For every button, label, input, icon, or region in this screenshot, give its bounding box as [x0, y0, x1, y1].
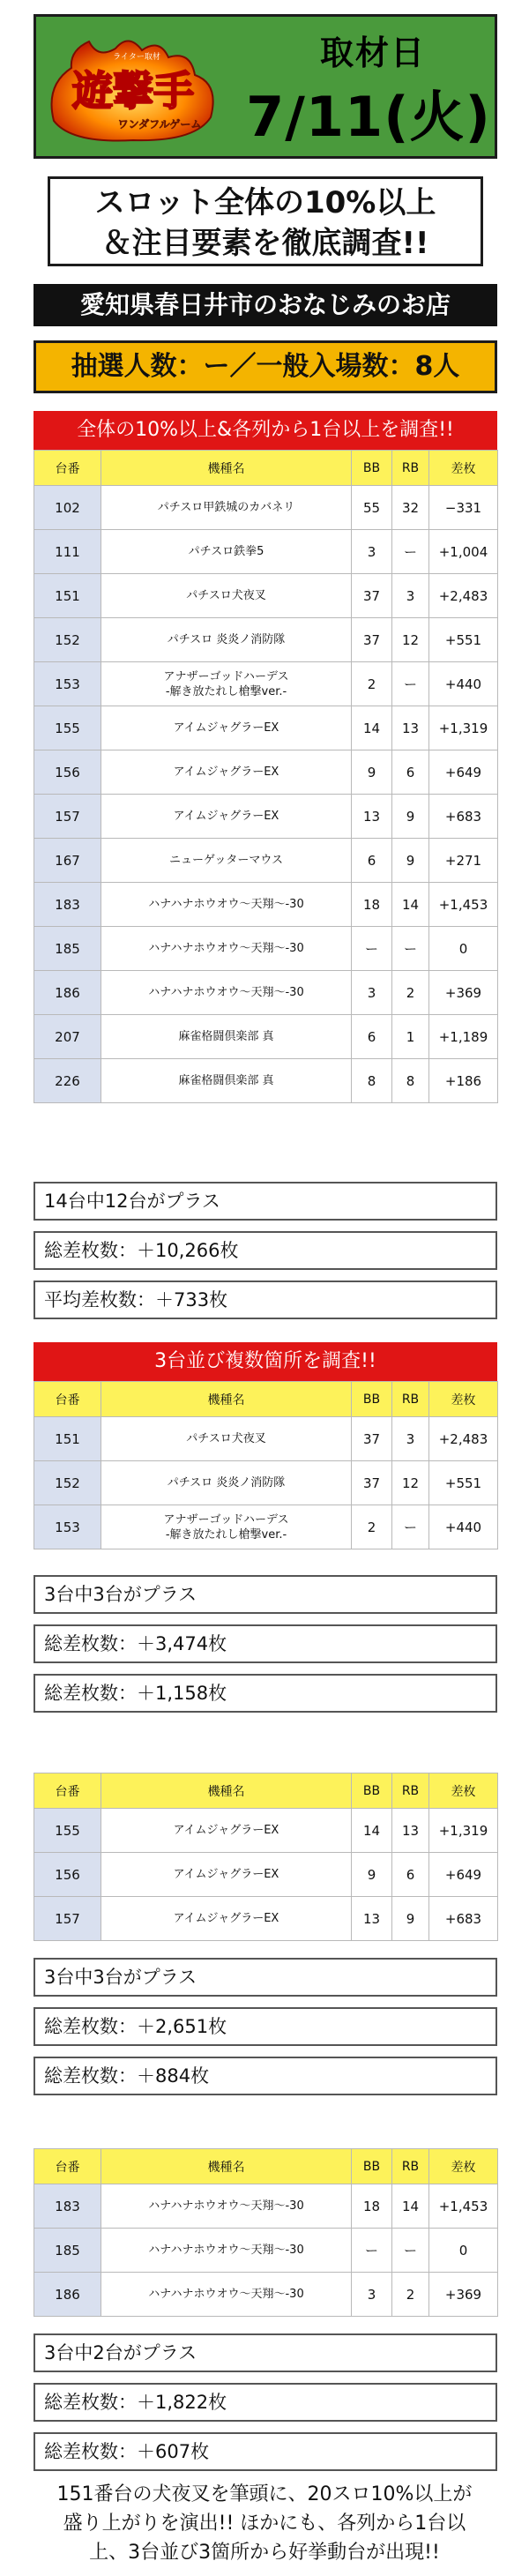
regular-bonus-cell: 6 — [392, 1853, 429, 1897]
machine-number-cell: 186 — [34, 971, 101, 1015]
date-value: 7/11(火) — [246, 85, 491, 149]
closing-line3: 上、3台並び3箇所から好挙動台が出現!! — [89, 2542, 440, 2564]
machine-number-cell: 207 — [34, 1015, 101, 1059]
col-header-no: 台番 — [34, 1773, 101, 1809]
section2-summary-average: 総差枚数：＋1,158枚 — [34, 1674, 497, 1713]
section2-rows — [34, 1417, 498, 1549]
table-row — [34, 1417, 498, 1461]
machine-name-cell: アイムジャグラーEX — [101, 706, 352, 750]
col-header-rb: RB — [392, 1382, 429, 1417]
logo-main-text: 遊撃手 — [72, 67, 194, 115]
headline-line2: ＆注目要素を徹底調査!! — [101, 226, 429, 261]
table-row — [34, 795, 498, 839]
col-header-rb: RB — [392, 451, 429, 486]
coin-difference-cell: +649 — [429, 750, 498, 795]
big-bonus-cell: 14 — [352, 706, 392, 750]
col-header-bb: BB — [352, 451, 392, 486]
machine-name-line1: アナザーゴッドハーデス — [163, 1512, 289, 1527]
col-header-name: 機種名 — [101, 1773, 352, 1809]
big-bonus-cell: 6 — [352, 839, 392, 883]
regular-bonus-cell: 9 — [392, 839, 429, 883]
coin-difference-cell: +1,453 — [429, 2184, 498, 2229]
regular-bonus-cell: 3 — [392, 574, 429, 618]
section4-summary-total: 総差枚数：＋1,822枚 — [34, 2383, 497, 2422]
table-row — [34, 706, 498, 750]
closing-line1: 151番台の犬夜叉を筆頭に、20スロ10%以上が — [56, 2483, 473, 2505]
yugekishu-logo — [45, 33, 221, 146]
coin-difference-cell: +1,453 — [429, 883, 498, 927]
coin-difference-cell: 0 — [429, 2229, 498, 2273]
machine-number-cell: 226 — [34, 1059, 101, 1103]
col-header-diff: 差枚 — [429, 1382, 498, 1417]
table-header-row — [34, 1773, 498, 1809]
machine-number-cell: 186 — [34, 2273, 101, 2317]
big-bonus-cell: 18 — [352, 883, 392, 927]
coin-difference-cell: +649 — [429, 1853, 498, 1897]
big-bonus-cell: 6 — [352, 1015, 392, 1059]
big-bonus-cell: 13 — [352, 795, 392, 839]
machine-name-cell — [101, 662, 352, 706]
table-row — [34, 2184, 498, 2229]
table-row — [34, 1505, 498, 1549]
regular-bonus-cell: 13 — [392, 1809, 429, 1853]
machine-name-cell: アイムジャグラーEX — [101, 1809, 352, 1853]
table-row — [34, 750, 498, 795]
col-header-rb: RB — [392, 2149, 429, 2184]
machine-name-cell: パチスロ甲鉄城のカバネリ — [101, 486, 352, 530]
coin-difference-cell: +683 — [429, 795, 498, 839]
coin-difference-cell: +2,483 — [429, 1417, 498, 1461]
machine-number-cell: 153 — [34, 1505, 101, 1549]
coin-difference-cell: −331 — [429, 486, 498, 530]
section3-table — [34, 1773, 498, 1941]
machine-name-line2: -解き放たれし槍撃ver.- — [165, 1527, 287, 1542]
coin-difference-cell: +369 — [429, 971, 498, 1015]
machine-name-cell: アイムジャグラーEX — [101, 750, 352, 795]
section3-summary-average: 総差枚数：＋884枚 — [34, 2057, 497, 2095]
section2-summary-total: 総差枚数：＋3,474枚 — [34, 1624, 497, 1663]
big-bonus-cell: 3 — [352, 530, 392, 574]
table-row — [34, 927, 498, 971]
big-bonus-cell: 37 — [352, 1417, 392, 1461]
section3-summary-total: 総差枚数：＋2,651枚 — [34, 2007, 497, 2046]
col-header-no: 台番 — [34, 1382, 101, 1417]
big-bonus-cell: 13 — [352, 1897, 392, 1941]
col-header-no: 台番 — [34, 451, 101, 486]
section1-summary-average: 平均差枚数：＋733枚 — [34, 1281, 497, 1319]
header-banner — [34, 14, 497, 159]
table-row — [34, 574, 498, 618]
closing-text — [37, 2480, 492, 2567]
section3-summary-plus: 3台中3台がプラス — [34, 1958, 497, 1997]
coin-difference-cell: +1,189 — [429, 1015, 498, 1059]
machine-number-cell: 152 — [34, 618, 101, 662]
machine-number-cell: 183 — [34, 883, 101, 927]
table-row — [34, 839, 498, 883]
machine-name-cell: 麻雀格闘倶楽部 真 — [101, 1015, 352, 1059]
section1-summary-total: 総差枚数：＋10,266枚 — [34, 1231, 497, 1270]
machine-name-cell: アイムジャグラーEX — [101, 1853, 352, 1897]
table-header-row — [34, 451, 498, 486]
regular-bonus-cell: 9 — [392, 795, 429, 839]
section4-summary-plus: 3台中2台がプラス — [34, 2333, 497, 2372]
machine-number-cell: 151 — [34, 574, 101, 618]
big-bonus-cell: 3 — [352, 2273, 392, 2317]
regular-bonus-cell: 3 — [392, 1417, 429, 1461]
machine-name-cell: ハナハナホウオウ〜天翔〜-30 — [101, 883, 352, 927]
coin-difference-cell: +440 — [429, 1505, 498, 1549]
closing-line2: 盛り上がりを演出!! ほかにも、各列から1台以 — [63, 2513, 466, 2535]
machine-number-cell: 167 — [34, 839, 101, 883]
machine-number-cell: 151 — [34, 1417, 101, 1461]
machine-number-cell: 102 — [34, 486, 101, 530]
coin-difference-cell: +271 — [429, 839, 498, 883]
table-row — [34, 618, 498, 662]
table-header-row — [34, 2149, 498, 2184]
coin-difference-cell: +1,319 — [429, 706, 498, 750]
table-row — [34, 1059, 498, 1103]
machine-number-cell: 155 — [34, 1809, 101, 1853]
big-bonus-cell: ー — [352, 927, 392, 971]
machine-name-cell: パチスロ犬夜叉 — [101, 1417, 352, 1461]
coin-difference-cell: +683 — [429, 1897, 498, 1941]
machine-name-cell: アイムジャグラーEX — [101, 795, 352, 839]
regular-bonus-cell: ー — [392, 530, 429, 574]
logo-top-text: ライター取材 — [113, 53, 160, 62]
coin-difference-cell: +369 — [429, 2273, 498, 2317]
regular-bonus-cell: 12 — [392, 618, 429, 662]
regular-bonus-cell: ー — [392, 927, 429, 971]
machine-number-cell: 111 — [34, 530, 101, 574]
machine-name-cell: パチスロ 炎炎ノ消防隊 — [101, 1461, 352, 1505]
section4-summary-average: 総差枚数：＋607枚 — [34, 2432, 497, 2471]
machine-number-cell: 183 — [34, 2184, 101, 2229]
regular-bonus-cell: ー — [392, 2229, 429, 2273]
col-header-name: 機種名 — [101, 451, 352, 486]
coin-difference-cell: +2,483 — [429, 574, 498, 618]
col-header-rb: RB — [392, 1773, 429, 1809]
machine-name-cell: パチスロ鉄拳5 — [101, 530, 352, 574]
machine-name-cell: ハナハナホウオウ〜天翔〜-30 — [101, 2184, 352, 2229]
big-bonus-cell: 14 — [352, 1809, 392, 1853]
headline-box — [48, 176, 483, 266]
regular-bonus-cell: 9 — [392, 1897, 429, 1941]
section4-table — [34, 2148, 498, 2317]
machine-number-cell: 157 — [34, 795, 101, 839]
big-bonus-cell: 37 — [352, 1461, 392, 1505]
big-bonus-cell: 3 — [352, 971, 392, 1015]
date-label: 取材日 — [319, 34, 426, 72]
store-bar: 愛知県春日井市のおなじみのお店 — [34, 284, 497, 326]
machine-name-cell: ハナハナホウオウ〜天翔〜-30 — [101, 2229, 352, 2273]
regular-bonus-cell: ー — [392, 1505, 429, 1549]
section2-summary-plus: 3台中3台がプラス — [34, 1575, 497, 1614]
section1-summary-plus: 14台中12台がプラス — [34, 1182, 497, 1221]
machine-name-cell: パチスロ犬夜叉 — [101, 574, 352, 618]
big-bonus-cell: ー — [352, 2229, 392, 2273]
machine-name-line1: アナザーゴッドハーデス — [163, 669, 289, 683]
big-bonus-cell: 9 — [352, 750, 392, 795]
regular-bonus-cell: 13 — [392, 706, 429, 750]
table-row — [34, 1897, 498, 1941]
table-header-row — [34, 1382, 498, 1417]
machine-number-cell: 157 — [34, 1897, 101, 1941]
table-row — [34, 2273, 498, 2317]
big-bonus-cell: 18 — [352, 2184, 392, 2229]
col-header-bb: BB — [352, 2149, 392, 2184]
col-header-name: 機種名 — [101, 1382, 352, 1417]
entry-count-bar: 抽選人数：ー／一般入場数：8人 — [34, 340, 497, 393]
table-row — [34, 971, 498, 1015]
table-row — [34, 1015, 498, 1059]
coin-difference-cell: +440 — [429, 662, 498, 706]
big-bonus-cell: 9 — [352, 1853, 392, 1897]
coin-difference-cell: +1,004 — [429, 530, 498, 574]
col-header-bb: BB — [352, 1382, 392, 1417]
big-bonus-cell: 2 — [352, 1505, 392, 1549]
machine-number-cell: 156 — [34, 1853, 101, 1897]
machine-number-cell: 185 — [34, 2229, 101, 2273]
table-row — [34, 1853, 498, 1897]
logo-sub-text: ワンダフルゲーム — [117, 118, 202, 131]
table-row — [34, 662, 498, 706]
machine-name-cell: ハナハナホウオウ〜天翔〜-30 — [101, 2273, 352, 2317]
machine-name-cell: ハナハナホウオウ〜天翔〜-30 — [101, 971, 352, 1015]
coin-difference-cell: +186 — [429, 1059, 498, 1103]
big-bonus-cell: 8 — [352, 1059, 392, 1103]
headline-line1: スロット全体の10%以上 — [94, 185, 436, 220]
machine-name-cell: アイムジャグラーEX — [101, 1897, 352, 1941]
machine-number-cell: 152 — [34, 1461, 101, 1505]
table-row — [34, 530, 498, 574]
col-header-diff: 差枚 — [429, 2149, 498, 2184]
table-row — [34, 883, 498, 927]
section1-table — [34, 450, 498, 1103]
regular-bonus-cell: 14 — [392, 2184, 429, 2229]
col-header-diff: 差枚 — [429, 451, 498, 486]
coin-difference-cell: +551 — [429, 1461, 498, 1505]
regular-bonus-cell: 6 — [392, 750, 429, 795]
col-header-bb: BB — [352, 1773, 392, 1809]
regular-bonus-cell: 14 — [392, 883, 429, 927]
table-row — [34, 486, 498, 530]
regular-bonus-cell: 2 — [392, 2273, 429, 2317]
machine-name-cell: ニューゲッターマウス — [101, 839, 352, 883]
section1-title: 全体の10%以上&各列から1台以上を調査!! — [34, 411, 497, 450]
col-header-diff: 差枚 — [429, 1773, 498, 1809]
regular-bonus-cell: 32 — [392, 486, 429, 530]
machine-number-cell: 185 — [34, 927, 101, 971]
machine-number-cell: 153 — [34, 662, 101, 706]
machine-name-line2: -解き放たれし槍撃ver.- — [165, 684, 287, 698]
regular-bonus-cell: ー — [392, 662, 429, 706]
regular-bonus-cell: 8 — [392, 1059, 429, 1103]
machine-name-cell: 麻雀格闘倶楽部 真 — [101, 1059, 352, 1103]
section2-table — [34, 1381, 498, 1549]
big-bonus-cell: 37 — [352, 618, 392, 662]
regular-bonus-cell: 2 — [392, 971, 429, 1015]
coin-difference-cell: +1,319 — [429, 1809, 498, 1853]
col-header-name: 機種名 — [101, 2149, 352, 2184]
table-row — [34, 2229, 498, 2273]
big-bonus-cell: 55 — [352, 486, 392, 530]
table-row — [34, 1461, 498, 1505]
regular-bonus-cell: 12 — [392, 1461, 429, 1505]
coin-difference-cell: 0 — [429, 927, 498, 971]
section3-rows — [34, 1809, 498, 1941]
machine-number-cell: 156 — [34, 750, 101, 795]
section1-rows — [34, 486, 498, 1103]
coin-difference-cell: +551 — [429, 618, 498, 662]
machine-number-cell: 155 — [34, 706, 101, 750]
table-row — [34, 1809, 498, 1853]
machine-name-cell: ハナハナホウオウ〜天翔〜-30 — [101, 927, 352, 971]
col-header-no: 台番 — [34, 2149, 101, 2184]
big-bonus-cell: 37 — [352, 574, 392, 618]
section4-rows — [34, 2184, 498, 2317]
machine-name-cell — [101, 1505, 352, 1549]
regular-bonus-cell: 1 — [392, 1015, 429, 1059]
section2-title: 3台並び複数箇所を調査!! — [34, 1342, 497, 1381]
big-bonus-cell: 2 — [352, 662, 392, 706]
machine-name-cell: パチスロ 炎炎ノ消防隊 — [101, 618, 352, 662]
